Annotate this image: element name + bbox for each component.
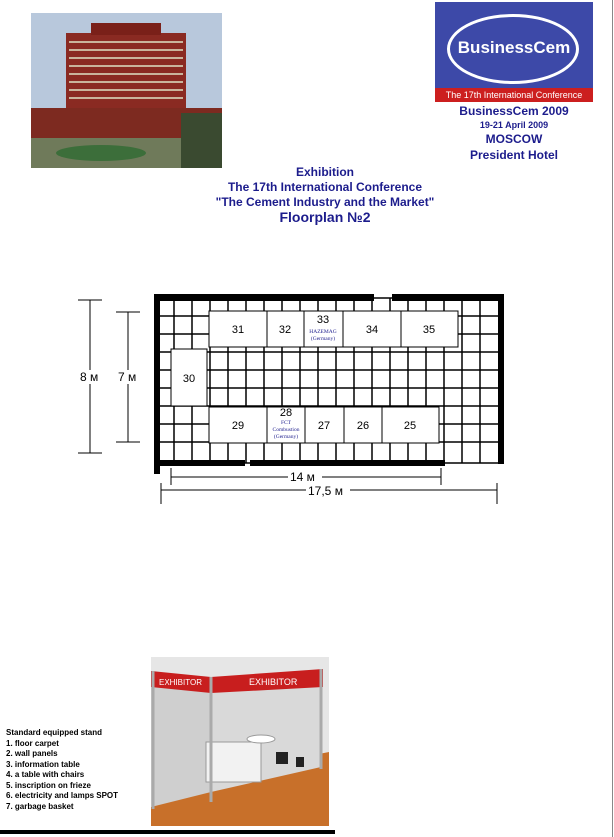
stand-equipment-list [6, 728, 156, 812]
event-dates: 19-21 April 2009 [479, 120, 549, 130]
stand-31-label: 31 [231, 324, 245, 336]
title-line-4: Floorplan №2 [279, 209, 371, 225]
stand-35-label: 35 [422, 324, 436, 336]
stand-list-item: 4. a table with chairs [6, 770, 85, 779]
stand-list-item: 2. wall panels [6, 749, 58, 758]
logo-wordmark: BusinessCem [457, 38, 571, 57]
stand-28-label: 28 [279, 407, 293, 419]
floorplan [70, 290, 510, 510]
stand-frieze-left: EXHIBITOR [159, 678, 202, 687]
stand-33-label: 33 [316, 314, 330, 326]
dim-17-5m-label: 17,5 м [308, 484, 343, 498]
stand-27-label: 27 [317, 420, 331, 432]
dim-8m-label: 8 м [80, 370, 99, 384]
page-border [612, 0, 613, 837]
stand-list-item: 1. floor carpet [6, 738, 59, 748]
stand-26-label: 26 [356, 420, 370, 432]
businesscem-logo [435, 2, 593, 102]
stand-32-label: 32 [278, 324, 292, 336]
stand-list-item: 7. garbage basket [6, 801, 74, 811]
stand-33-company: HAZEMAG [309, 329, 337, 335]
dim-14m-label: 14 м [290, 470, 315, 484]
dim-7m-label: 7 м [118, 370, 137, 384]
title-line-1: Exhibition [296, 165, 354, 179]
stand-illustration [151, 657, 329, 826]
event-name: BusinessCem 2009 [459, 104, 569, 118]
stand-list-title: Standard equipped stand [6, 728, 103, 737]
stand-list-item: 6. electricity and lamps SPOT [6, 791, 119, 800]
event-city: MOSCOW [485, 132, 543, 146]
hotel-photo [31, 13, 222, 168]
stand-33-country: (Germany) [310, 336, 336, 342]
title-line-3: "The Cement Industry and the Market" [215, 195, 435, 209]
stand-28-country: (Germany) [273, 434, 299, 440]
title-line-2: The 17th International Conference [227, 180, 423, 194]
event-info [435, 104, 593, 162]
logo-band: The 17th International Conference [435, 88, 593, 102]
stand-frieze-right: EXHIBITOR [249, 677, 298, 687]
stand-25-label: 25 [403, 420, 417, 432]
stand-30-label: 30 [182, 373, 196, 385]
stand-list-item: 3. information table [6, 759, 80, 769]
stand-34-label: 34 [365, 324, 379, 336]
stand-29-label: 29 [231, 420, 245, 432]
page-title [150, 165, 500, 225]
stand-28-company: FCT [280, 420, 292, 426]
footer-rule [0, 830, 335, 834]
stand-list-item: 5. inscription on frieze [6, 780, 91, 790]
stand-28-company-2: Combustion [272, 427, 300, 433]
event-venue: President Hotel [469, 148, 559, 162]
